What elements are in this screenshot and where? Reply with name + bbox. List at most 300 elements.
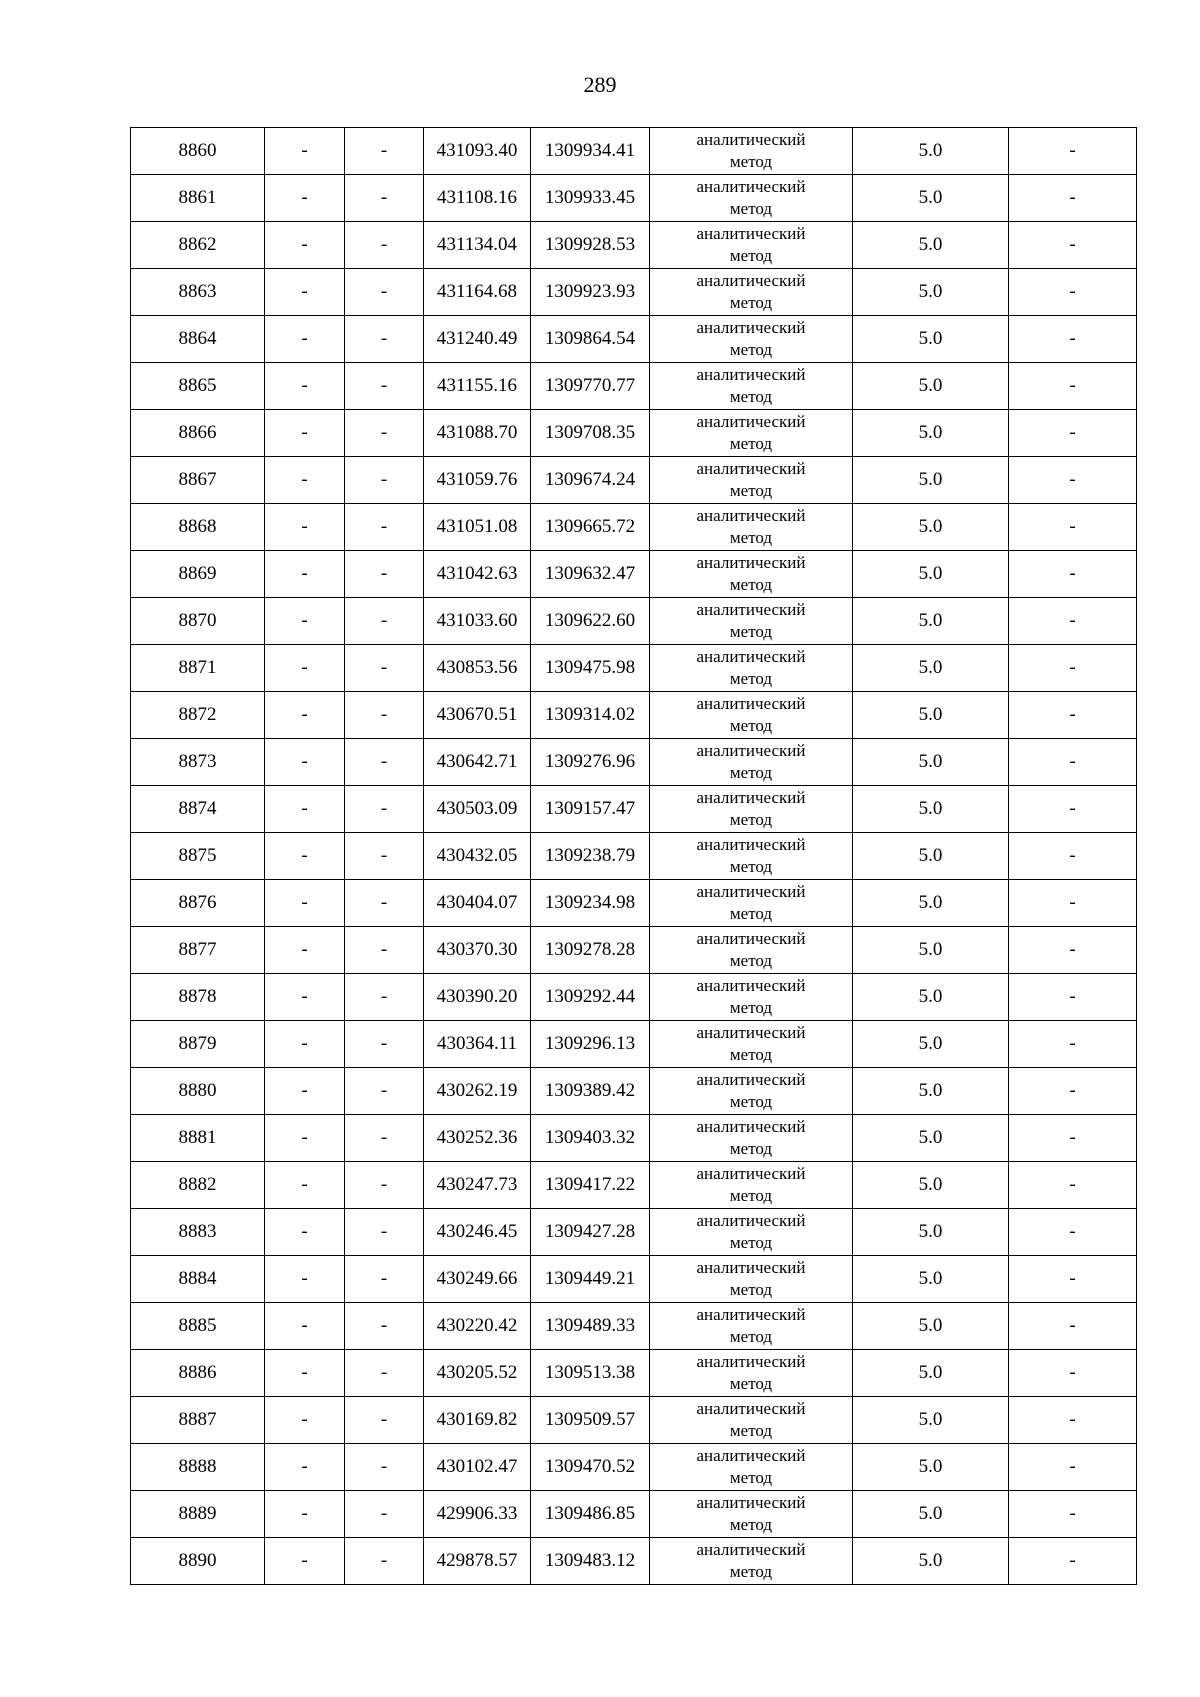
- description-cell: -: [1009, 1397, 1137, 1444]
- method-line-2: метод: [729, 716, 773, 735]
- method-line-1: аналитический: [696, 365, 806, 384]
- x-coordinate-cell: 430246.45: [424, 1209, 531, 1256]
- point-number-cell: 8883: [131, 1209, 265, 1256]
- description-cell: -: [1009, 316, 1137, 363]
- empty-cell-b: -: [345, 927, 424, 974]
- method-line-2: метод: [729, 1562, 773, 1581]
- method-line-2: метод: [729, 1186, 773, 1205]
- y-coordinate-cell: 1309632.47: [531, 551, 650, 598]
- empty-cell-a: -: [265, 175, 345, 222]
- method-cell: [650, 927, 853, 974]
- x-coordinate-cell: 430364.11: [424, 1021, 531, 1068]
- empty-cell-b: -: [345, 457, 424, 504]
- table-row: [131, 363, 1137, 410]
- method-line-2: метод: [729, 998, 773, 1017]
- table-row: [131, 269, 1137, 316]
- method-cell: [650, 504, 853, 551]
- method-cell: [650, 222, 853, 269]
- description-cell: -: [1009, 1209, 1137, 1256]
- method-line-2: метод: [729, 246, 773, 265]
- x-coordinate-cell: 430432.05: [424, 833, 531, 880]
- description-cell: -: [1009, 363, 1137, 410]
- point-number-cell: 8878: [131, 974, 265, 1021]
- y-coordinate-cell: 1309389.42: [531, 1068, 650, 1115]
- method-cell: [650, 1444, 853, 1491]
- y-coordinate-cell: 1309234.98: [531, 880, 650, 927]
- method-line-2: метод: [729, 1515, 773, 1534]
- table-row: [131, 1444, 1137, 1491]
- x-coordinate-cell: 430247.73: [424, 1162, 531, 1209]
- empty-cell-a: -: [265, 316, 345, 363]
- point-number-cell: 8880: [131, 1068, 265, 1115]
- empty-cell-b: -: [345, 1162, 424, 1209]
- y-coordinate-cell: 1309509.57: [531, 1397, 650, 1444]
- y-coordinate-cell: 1309934.41: [531, 128, 650, 175]
- point-number-cell: 8876: [131, 880, 265, 927]
- x-coordinate-cell: 431240.49: [424, 316, 531, 363]
- accuracy-cell: 5.0: [853, 316, 1009, 363]
- method-cell: [650, 1397, 853, 1444]
- empty-cell-b: -: [345, 410, 424, 457]
- y-coordinate-cell: 1309486.85: [531, 1491, 650, 1538]
- empty-cell-b: -: [345, 551, 424, 598]
- empty-cell-b: -: [345, 363, 424, 410]
- x-coordinate-cell: 430404.07: [424, 880, 531, 927]
- x-coordinate-cell: 430370.30: [424, 927, 531, 974]
- empty-cell-a: -: [265, 269, 345, 316]
- empty-cell-a: -: [265, 833, 345, 880]
- y-coordinate-cell: 1309928.53: [531, 222, 650, 269]
- method-line-2: метод: [729, 1421, 773, 1440]
- point-number-cell: 8885: [131, 1303, 265, 1350]
- empty-cell-b: -: [345, 504, 424, 551]
- empty-cell-b: -: [345, 598, 424, 645]
- accuracy-cell: 5.0: [853, 1256, 1009, 1303]
- y-coordinate-cell: 1309314.02: [531, 692, 650, 739]
- method-line-2: метод: [729, 340, 773, 359]
- accuracy-cell: 5.0: [853, 457, 1009, 504]
- empty-cell-a: -: [265, 504, 345, 551]
- description-cell: -: [1009, 128, 1137, 175]
- x-coordinate-cell: 431155.16: [424, 363, 531, 410]
- table-row: [131, 1162, 1137, 1209]
- method-line-2: метод: [729, 763, 773, 782]
- description-cell: -: [1009, 551, 1137, 598]
- method-line-1: аналитический: [696, 835, 806, 854]
- method-cell: [650, 316, 853, 363]
- point-number-cell: 8871: [131, 645, 265, 692]
- table-row: [131, 927, 1137, 974]
- empty-cell-a: -: [265, 1350, 345, 1397]
- y-coordinate-cell: 1309674.24: [531, 457, 650, 504]
- method-cell: [650, 551, 853, 598]
- empty-cell-b: -: [345, 1209, 424, 1256]
- method-line-2: метод: [729, 1327, 773, 1346]
- accuracy-cell: 5.0: [853, 739, 1009, 786]
- empty-cell-b: -: [345, 222, 424, 269]
- accuracy-cell: 5.0: [853, 974, 1009, 1021]
- page-number: 289: [583, 72, 617, 97]
- point-number-cell: 8866: [131, 410, 265, 457]
- point-number-cell: 8874: [131, 786, 265, 833]
- table-row: [131, 692, 1137, 739]
- method-line-2: метод: [729, 387, 773, 406]
- table-row: [131, 1350, 1137, 1397]
- table-body: [131, 128, 1137, 1585]
- y-coordinate-cell: 1309238.79: [531, 833, 650, 880]
- empty-cell-a: -: [265, 880, 345, 927]
- x-coordinate-cell: 431088.70: [424, 410, 531, 457]
- y-coordinate-cell: 1309513.38: [531, 1350, 650, 1397]
- method-line-1: аналитический: [696, 1258, 806, 1277]
- point-number-cell: 8868: [131, 504, 265, 551]
- point-number-cell: 8870: [131, 598, 265, 645]
- method-cell: [650, 645, 853, 692]
- method-cell: [650, 175, 853, 222]
- method-line-2: метод: [729, 622, 773, 641]
- empty-cell-b: -: [345, 974, 424, 1021]
- accuracy-cell: 5.0: [853, 1162, 1009, 1209]
- empty-cell-a: -: [265, 1397, 345, 1444]
- empty-cell-b: -: [345, 316, 424, 363]
- point-number-cell: 8867: [131, 457, 265, 504]
- method-line-1: аналитический: [696, 459, 806, 478]
- empty-cell-a: -: [265, 457, 345, 504]
- method-line-1: аналитический: [696, 647, 806, 666]
- description-cell: -: [1009, 645, 1137, 692]
- empty-cell-a: -: [265, 1538, 345, 1585]
- table-row: [131, 175, 1137, 222]
- method-line-2: метод: [729, 1233, 773, 1252]
- method-cell: [650, 1491, 853, 1538]
- accuracy-cell: 5.0: [853, 1303, 1009, 1350]
- method-line-1: аналитический: [696, 1023, 806, 1042]
- accuracy-cell: 5.0: [853, 1115, 1009, 1162]
- table-row: [131, 1021, 1137, 1068]
- table-row: [131, 1397, 1137, 1444]
- empty-cell-a: -: [265, 1491, 345, 1538]
- method-cell: [650, 1303, 853, 1350]
- y-coordinate-cell: 1309296.13: [531, 1021, 650, 1068]
- table-row: [131, 1256, 1137, 1303]
- table-row: [131, 739, 1137, 786]
- point-number-cell: 8861: [131, 175, 265, 222]
- method-line-1: аналитический: [696, 600, 806, 619]
- table-row: [131, 1303, 1137, 1350]
- y-coordinate-cell: 1309292.44: [531, 974, 650, 1021]
- description-cell: -: [1009, 739, 1137, 786]
- x-coordinate-cell: 430220.42: [424, 1303, 531, 1350]
- method-line-1: аналитический: [696, 130, 806, 149]
- empty-cell-b: -: [345, 1350, 424, 1397]
- method-cell: [650, 1350, 853, 1397]
- empty-cell-a: -: [265, 1021, 345, 1068]
- method-line-1: аналитический: [696, 1446, 806, 1465]
- method-line-2: метод: [729, 951, 773, 970]
- table-row: [131, 1115, 1137, 1162]
- accuracy-cell: 5.0: [853, 880, 1009, 927]
- table-row: [131, 1538, 1137, 1585]
- description-cell: -: [1009, 1303, 1137, 1350]
- point-number-cell: 8879: [131, 1021, 265, 1068]
- empty-cell-b: -: [345, 1021, 424, 1068]
- empty-cell-a: -: [265, 551, 345, 598]
- x-coordinate-cell: 430503.09: [424, 786, 531, 833]
- table-row: [131, 316, 1137, 363]
- method-line-2: метод: [729, 1468, 773, 1487]
- x-coordinate-cell: 430169.82: [424, 1397, 531, 1444]
- accuracy-cell: 5.0: [853, 645, 1009, 692]
- point-number-cell: 8889: [131, 1491, 265, 1538]
- y-coordinate-cell: 1309417.22: [531, 1162, 650, 1209]
- table-row: [131, 645, 1137, 692]
- point-number-cell: 8869: [131, 551, 265, 598]
- empty-cell-a: -: [265, 1162, 345, 1209]
- method-line-2: метод: [729, 1092, 773, 1111]
- x-coordinate-cell: 431093.40: [424, 128, 531, 175]
- accuracy-cell: 5.0: [853, 551, 1009, 598]
- point-number-cell: 8873: [131, 739, 265, 786]
- empty-cell-a: -: [265, 128, 345, 175]
- table-row: [131, 551, 1137, 598]
- accuracy-cell: 5.0: [853, 1209, 1009, 1256]
- method-cell: [650, 1115, 853, 1162]
- table-row: [131, 222, 1137, 269]
- description-cell: -: [1009, 1350, 1137, 1397]
- accuracy-cell: 5.0: [853, 363, 1009, 410]
- table-row: [131, 128, 1137, 175]
- description-cell: -: [1009, 269, 1137, 316]
- empty-cell-b: -: [345, 1397, 424, 1444]
- accuracy-cell: 5.0: [853, 692, 1009, 739]
- empty-cell-b: -: [345, 833, 424, 880]
- accuracy-cell: 5.0: [853, 410, 1009, 457]
- method-cell: [650, 1538, 853, 1585]
- method-line-2: метод: [729, 152, 773, 171]
- empty-cell-b: -: [345, 128, 424, 175]
- accuracy-cell: 5.0: [853, 1444, 1009, 1491]
- point-number-cell: 8884: [131, 1256, 265, 1303]
- table-row: [131, 1209, 1137, 1256]
- x-coordinate-cell: 430102.47: [424, 1444, 531, 1491]
- empty-cell-b: -: [345, 175, 424, 222]
- method-cell: [650, 739, 853, 786]
- method-cell: [650, 974, 853, 1021]
- method-cell: [650, 692, 853, 739]
- y-coordinate-cell: 1309403.32: [531, 1115, 650, 1162]
- point-number-cell: 8862: [131, 222, 265, 269]
- point-number-cell: 8886: [131, 1350, 265, 1397]
- method-line-2: метод: [729, 810, 773, 829]
- description-cell: -: [1009, 1491, 1137, 1538]
- empty-cell-a: -: [265, 1068, 345, 1115]
- x-coordinate-cell: 430249.66: [424, 1256, 531, 1303]
- description-cell: -: [1009, 504, 1137, 551]
- x-coordinate-cell: 430853.56: [424, 645, 531, 692]
- method-line-2: метод: [729, 481, 773, 500]
- y-coordinate-cell: 1309278.28: [531, 927, 650, 974]
- x-coordinate-cell: 430390.20: [424, 974, 531, 1021]
- method-cell: [650, 1209, 853, 1256]
- y-coordinate-cell: 1309770.77: [531, 363, 650, 410]
- empty-cell-b: -: [345, 1068, 424, 1115]
- method-line-2: метод: [729, 904, 773, 923]
- accuracy-cell: 5.0: [853, 222, 1009, 269]
- empty-cell-b: -: [345, 786, 424, 833]
- empty-cell-a: -: [265, 739, 345, 786]
- empty-cell-a: -: [265, 363, 345, 410]
- empty-cell-b: -: [345, 1444, 424, 1491]
- empty-cell-b: -: [345, 1491, 424, 1538]
- method-cell: [650, 880, 853, 927]
- method-line-1: аналитический: [696, 506, 806, 525]
- x-coordinate-cell: 431059.76: [424, 457, 531, 504]
- method-line-2: метод: [729, 293, 773, 312]
- method-line-1: аналитический: [696, 412, 806, 431]
- method-line-2: метод: [729, 199, 773, 218]
- empty-cell-a: -: [265, 1256, 345, 1303]
- y-coordinate-cell: 1309449.21: [531, 1256, 650, 1303]
- method-cell: [650, 1068, 853, 1115]
- y-coordinate-cell: 1309864.54: [531, 316, 650, 363]
- point-number-cell: 8881: [131, 1115, 265, 1162]
- description-cell: -: [1009, 927, 1137, 974]
- method-cell: [650, 457, 853, 504]
- accuracy-cell: 5.0: [853, 1350, 1009, 1397]
- method-line-2: метод: [729, 528, 773, 547]
- method-line-1: аналитический: [696, 1305, 806, 1324]
- y-coordinate-cell: 1309665.72: [531, 504, 650, 551]
- empty-cell-a: -: [265, 1303, 345, 1350]
- accuracy-cell: 5.0: [853, 1397, 1009, 1444]
- x-coordinate-cell: 430205.52: [424, 1350, 531, 1397]
- method-line-1: аналитический: [696, 271, 806, 290]
- y-coordinate-cell: 1309157.47: [531, 786, 650, 833]
- description-cell: -: [1009, 410, 1137, 457]
- empty-cell-b: -: [345, 880, 424, 927]
- x-coordinate-cell: 430252.36: [424, 1115, 531, 1162]
- coordinates-table: [130, 127, 1137, 1585]
- x-coordinate-cell: 431134.04: [424, 222, 531, 269]
- description-cell: -: [1009, 1162, 1137, 1209]
- method-line-1: аналитический: [696, 1352, 806, 1371]
- table-row: [131, 833, 1137, 880]
- method-line-1: аналитический: [696, 553, 806, 572]
- point-number-cell: 8890: [131, 1538, 265, 1585]
- method-line-1: аналитический: [696, 788, 806, 807]
- x-coordinate-cell: 431164.68: [424, 269, 531, 316]
- description-cell: -: [1009, 1068, 1137, 1115]
- x-coordinate-cell: 429878.57: [424, 1538, 531, 1585]
- point-number-cell: 8872: [131, 692, 265, 739]
- y-coordinate-cell: 1309708.35: [531, 410, 650, 457]
- point-number-cell: 8875: [131, 833, 265, 880]
- y-coordinate-cell: 1309622.60: [531, 598, 650, 645]
- accuracy-cell: 5.0: [853, 175, 1009, 222]
- x-coordinate-cell: 429906.33: [424, 1491, 531, 1538]
- empty-cell-b: -: [345, 1115, 424, 1162]
- description-cell: -: [1009, 175, 1137, 222]
- method-line-2: метод: [729, 434, 773, 453]
- point-number-cell: 8877: [131, 927, 265, 974]
- method-line-2: метод: [729, 1374, 773, 1393]
- method-line-1: аналитический: [696, 1211, 806, 1230]
- method-line-2: метод: [729, 1139, 773, 1158]
- table-row: [131, 1068, 1137, 1115]
- table-row: [131, 598, 1137, 645]
- method-line-1: аналитический: [696, 929, 806, 948]
- accuracy-cell: 5.0: [853, 1068, 1009, 1115]
- method-line-2: метод: [729, 669, 773, 688]
- method-line-1: аналитический: [696, 318, 806, 337]
- accuracy-cell: 5.0: [853, 1538, 1009, 1585]
- method-line-1: аналитический: [696, 694, 806, 713]
- y-coordinate-cell: 1309489.33: [531, 1303, 650, 1350]
- point-number-cell: 8882: [131, 1162, 265, 1209]
- method-line-1: аналитический: [696, 1493, 806, 1512]
- x-coordinate-cell: 430262.19: [424, 1068, 531, 1115]
- y-coordinate-cell: 1309427.28: [531, 1209, 650, 1256]
- method-line-1: аналитический: [696, 882, 806, 901]
- empty-cell-a: -: [265, 974, 345, 1021]
- point-number-cell: 8864: [131, 316, 265, 363]
- empty-cell-a: -: [265, 598, 345, 645]
- method-line-1: аналитический: [696, 1399, 806, 1418]
- empty-cell-a: -: [265, 1115, 345, 1162]
- empty-cell-a: -: [265, 692, 345, 739]
- x-coordinate-cell: 430642.71: [424, 739, 531, 786]
- point-number-cell: 8863: [131, 269, 265, 316]
- empty-cell-b: -: [345, 1303, 424, 1350]
- empty-cell-a: -: [265, 1209, 345, 1256]
- point-number-cell: 8865: [131, 363, 265, 410]
- point-number-cell: 8888: [131, 1444, 265, 1491]
- description-cell: -: [1009, 1538, 1137, 1585]
- empty-cell-a: -: [265, 222, 345, 269]
- method-line-2: метод: [729, 857, 773, 876]
- table-row: [131, 504, 1137, 551]
- empty-cell-a: -: [265, 1444, 345, 1491]
- method-cell: [650, 269, 853, 316]
- description-cell: -: [1009, 880, 1137, 927]
- method-line-1: аналитический: [696, 741, 806, 760]
- description-cell: -: [1009, 457, 1137, 504]
- table-row: [131, 410, 1137, 457]
- x-coordinate-cell: 431108.16: [424, 175, 531, 222]
- empty-cell-b: -: [345, 692, 424, 739]
- x-coordinate-cell: 430670.51: [424, 692, 531, 739]
- table-row: [131, 1491, 1137, 1538]
- method-cell: [650, 1162, 853, 1209]
- method-cell: [650, 410, 853, 457]
- empty-cell-b: -: [345, 1538, 424, 1585]
- y-coordinate-cell: 1309923.93: [531, 269, 650, 316]
- table-row: [131, 880, 1137, 927]
- method-cell: [650, 1256, 853, 1303]
- description-cell: -: [1009, 1444, 1137, 1491]
- table-row: [131, 974, 1137, 1021]
- x-coordinate-cell: 431033.60: [424, 598, 531, 645]
- accuracy-cell: 5.0: [853, 269, 1009, 316]
- method-line-1: аналитический: [696, 224, 806, 243]
- description-cell: -: [1009, 598, 1137, 645]
- accuracy-cell: 5.0: [853, 833, 1009, 880]
- table-row: [131, 786, 1137, 833]
- x-coordinate-cell: 431051.08: [424, 504, 531, 551]
- method-line-2: метод: [729, 1045, 773, 1064]
- method-line-1: аналитический: [696, 1540, 806, 1559]
- y-coordinate-cell: 1309483.12: [531, 1538, 650, 1585]
